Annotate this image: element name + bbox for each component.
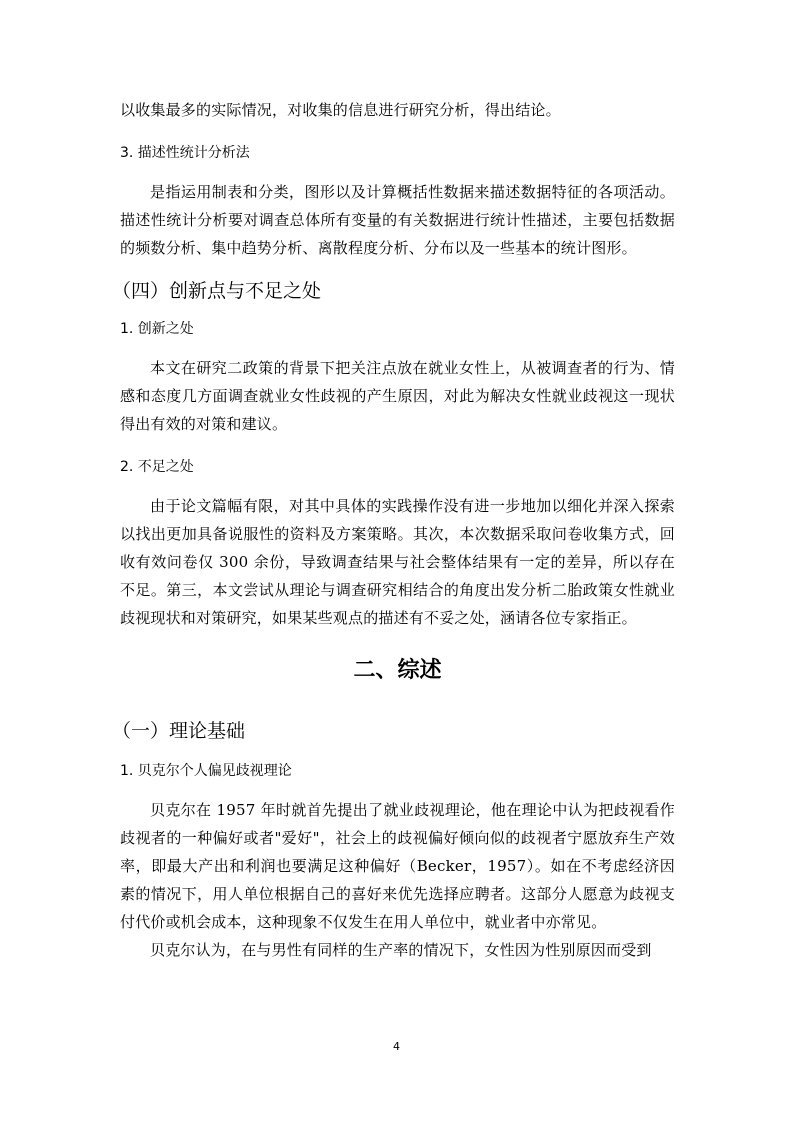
paragraph-becker-continued: 贝克尔认为，在与男性有同样的生产率的情况下，女性因为性别原因而受到 <box>150 941 652 959</box>
subheading-descriptive-statistics: 3. 描述性统计分析法 <box>120 145 250 161</box>
page-body <box>112 96 675 964</box>
paragraph-innovation: 本文在研究二政策的背景下把关注点放在就业女性上，从被调查者的行为、情感和态度几方面调查就业女性歧视的产生原因，对此为解决女性就业歧视这一现状得出有效的对策和建议。 <box>120 359 675 433</box>
paragraph-becker-theory: 贝克尔在 1957 年时就首先提出了就业歧视理论，他在理论中认为把歧视看作歧视者的一种偏好或者"爱好"，社会上的歧视偏好倾向似的歧视者宁愿放弃生产效率，即最大产出和利润也要满足这种偏好（Becker，1957）。如在不考虑经济因素的情况下，用人单位根据自己的喜好来优先选择应聘者。这部分人愿意为歧视支付代价或机会成本，这种现象不仅发生在用人单位中，就业者中亦常见。 <box>120 801 675 931</box>
heading-innovation-and-shortcomings: （四）创新点与不足之处 <box>112 280 322 302</box>
chapter-title-review: 二、综述 <box>353 658 442 683</box>
subheading-innovation: 1. 创新之处 <box>120 321 194 337</box>
page-number: 4 <box>393 1040 400 1053</box>
paragraph-descriptive-statistics: 是指运用制表和分类，图形以及计算概括性数据来描述数据特征的各项活动。描述性统计分析要对调查总体所有变量的有关数据进行统计性描述，主要包括数据的频数分析、集中趋势分析、离散程度分析、分布以及一些基本的统计图形。 <box>120 183 675 257</box>
paragraph-shortcomings: 由于论文篇幅有限，对其中具体的实践操作没有进一步地加以细化并深入探索以找出更加具备说服性的资料及方案策略。其次，本次数据采取问卷收集方式，回收有效问卷仅 300 余份，导致调查结果与社会整体结果有一定的差异，所以存在不足。第三，本文尝试从理论与调查研究相结合的角度出发分析二胎政策女性就业歧视现状和对策研究，如果某些观点的描述有不妥之处，涵请各位专家指正。 <box>120 497 675 627</box>
paragraph-continued: 以收集最多的实际情况，对收集的信息进行研究分析，得出结论。 <box>120 101 561 119</box>
heading-theoretical-basis: （一）理论基础 <box>112 720 246 742</box>
subheading-shortcomings: 2. 不足之处 <box>120 459 194 475</box>
subheading-becker-theory: 1. 贝克尔个人偏见歧视理论 <box>120 763 292 779</box>
